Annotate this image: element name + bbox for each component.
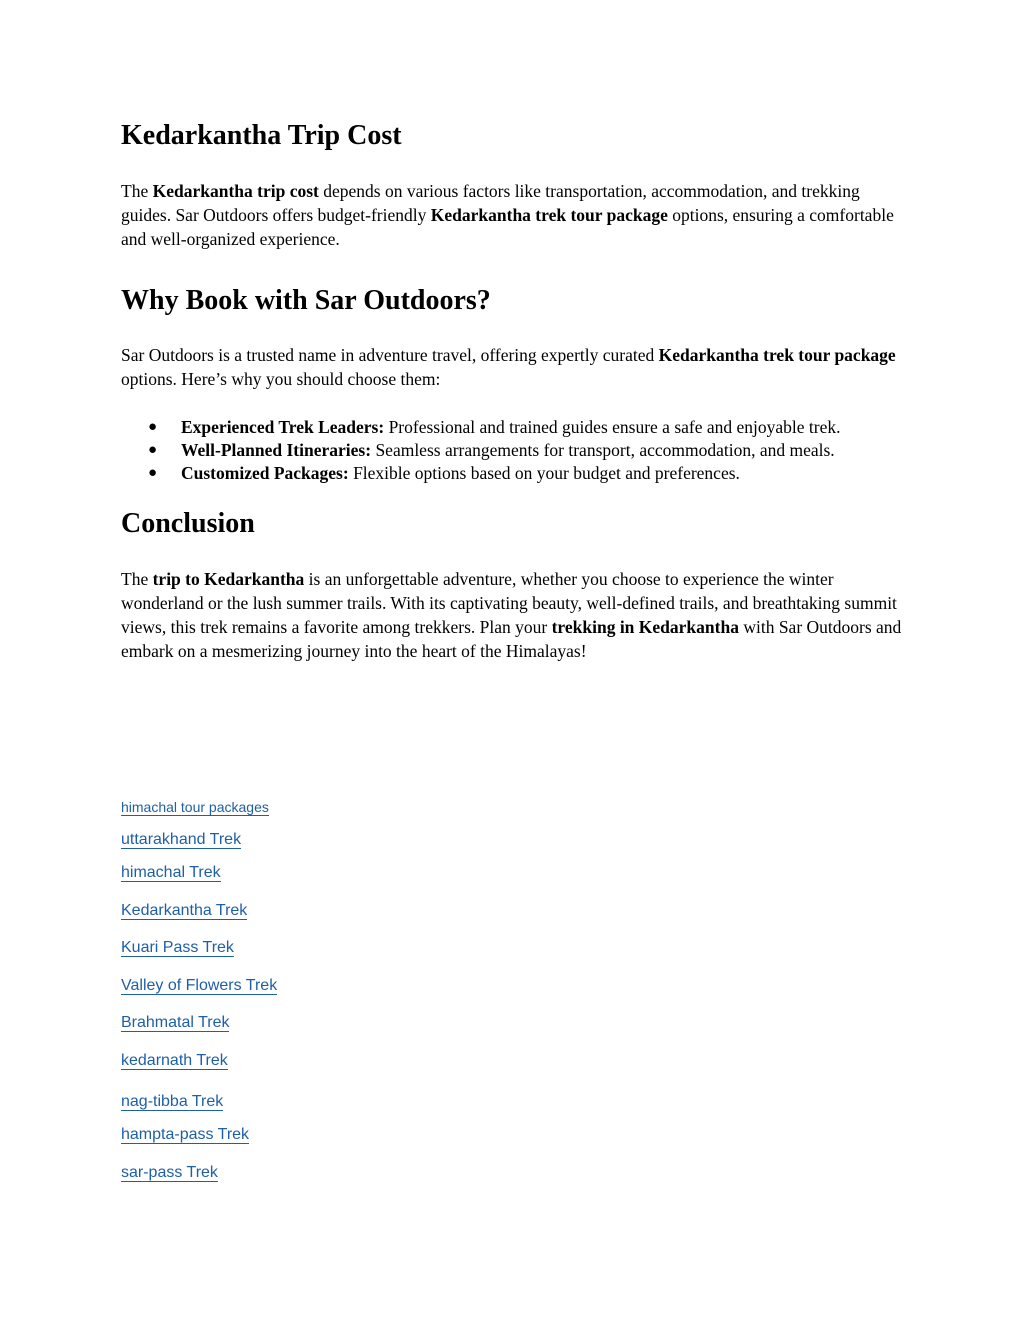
link-brahmatal-trek[interactable] — [121, 1012, 621, 1050]
link-list — [121, 796, 621, 1192]
heading-conclusion: Conclusion — [121, 508, 255, 539]
bullet-title: Experienced Trek Leaders: — [181, 417, 385, 437]
bold-text: trip to Kedarkantha — [152, 569, 305, 589]
link-label: uttarakhand Trek — [121, 831, 242, 848]
link-label: himachal tour packages — [121, 799, 269, 815]
paragraph-why-book — [121, 343, 911, 391]
link-label: Kuari Pass Trek — [121, 939, 234, 956]
link-label: sar-pass Trek — [121, 1164, 218, 1181]
bullet-title: Customized Packages: — [181, 463, 349, 483]
link-label: Valley of Flowers Trek — [121, 977, 278, 994]
link-himachal-trek[interactable] — [121, 862, 621, 900]
bullet-title: Well-Planned Itineraries: — [181, 440, 372, 460]
link-nag-tibba-trek[interactable] — [121, 1091, 621, 1124]
text-run: depends on various factors like transportation, accommodation, and trekking guides. Sar Outdoors offers budget-friendly — [121, 181, 860, 225]
heading-trip-cost: Kedarkantha Trip Cost — [121, 120, 402, 151]
link-himachal-tour-packages[interactable] — [121, 796, 621, 829]
bullet-icon: ● — [148, 465, 158, 481]
text-run: options, ensuring a comfortable and well-organized experience. — [121, 205, 894, 249]
text-run: The — [121, 569, 153, 589]
bullet-icon: ● — [148, 419, 158, 435]
list-item — [121, 439, 911, 462]
bold-text: Kedarkantha trek tour package — [658, 345, 896, 365]
link-label: hampta-pass Trek — [121, 1126, 250, 1143]
text-run: with Sar Outdoors and embark on a mesmerizing journey into the heart of the Himalayas! — [121, 617, 902, 661]
link-label: Brahmatal Trek — [121, 1014, 230, 1031]
article-body — [121, 118, 911, 663]
link-kuari-pass-trek[interactable] — [121, 937, 621, 975]
link-label: Kedarkantha Trek — [121, 902, 248, 919]
paragraph-trip-cost — [121, 179, 911, 251]
text-run: options. Here’s why you should choose them: — [121, 369, 441, 389]
link-hampta-pass-trek[interactable] — [121, 1124, 621, 1162]
link-kedarkantha-trek[interactable] — [121, 900, 621, 937]
bullet-text: Seamless arrangements for transport, accommodation, and meals. — [371, 440, 835, 460]
link-label: himachal Trek — [121, 864, 221, 881]
bullet-list — [121, 416, 911, 485]
bold-text: Kedarkantha trip cost — [152, 181, 319, 201]
list-item — [121, 416, 911, 439]
paragraph-conclusion — [121, 567, 911, 663]
link-label: kedarnath Trek — [121, 1052, 228, 1069]
heading-why-book: Why Book with Sar Outdoors? — [121, 285, 491, 316]
bold-text: trekking in Kedarkantha — [551, 617, 739, 637]
link-uttarakhand-trek[interactable] — [121, 829, 621, 862]
link-label: nag-tibba Trek — [121, 1093, 224, 1110]
link-sar-pass-trek[interactable] — [121, 1162, 621, 1192]
link-valley-of-flowers-trek[interactable] — [121, 975, 621, 1012]
text-run: is an unforgettable adventure, whether you choose to experience the winter wonderland or the lush summer trails. With its captivating beauty, well-defined trails, and breathtaking summit views, this trek remains a favorite among trekkers. Plan your — [121, 569, 897, 637]
bullet-text: Professional and trained guides ensure a safe and enjoyable trek. — [384, 417, 841, 437]
bold-text: Kedarkantha trek tour package — [430, 205, 668, 225]
bullet-icon: ● — [148, 442, 158, 458]
link-kedarnath-trek[interactable] — [121, 1050, 621, 1091]
bullet-text: Flexible options based on your budget and preferences. — [348, 463, 740, 483]
text-run: The — [121, 181, 153, 201]
text-run: Sar Outdoors is a trusted name in adventure travel, offering expertly curated — [121, 345, 659, 365]
list-item — [121, 462, 911, 485]
